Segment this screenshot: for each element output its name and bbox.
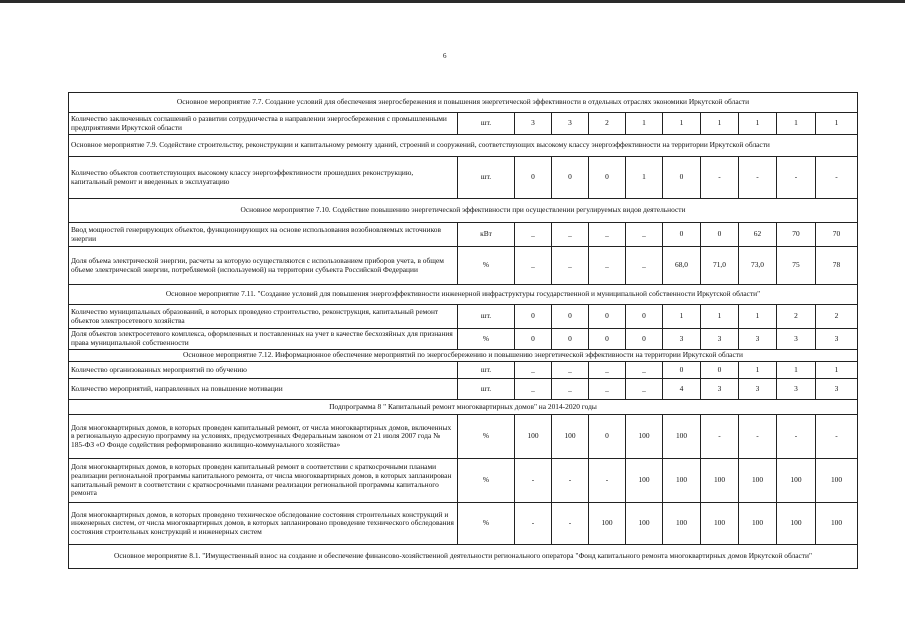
value-cell: 1: [701, 113, 739, 135]
value-cell: 3: [777, 379, 816, 400]
indicator-row: [69, 157, 858, 199]
indicator-row: [69, 223, 858, 247]
value-cell: 100: [701, 459, 739, 503]
unit-cell: шт.: [458, 362, 515, 379]
value-cell: 1: [816, 362, 858, 379]
section-header-row: [69, 545, 858, 569]
value-cell: 3: [552, 113, 589, 135]
value-cell: _: [552, 362, 589, 379]
value-cell: 100: [777, 503, 816, 545]
value-cell: -: [777, 157, 816, 199]
value-cell: _: [515, 247, 552, 285]
value-cell: 3: [701, 379, 739, 400]
indicator-description: Доля многоквартирных домов, в которых проведено техническое обследование состояния строительных конструкций и инженерных систем, от числа многоквартирных домов, в которых запланировано проведение технического обследования состояния строительных конструкций и инженерных систем: [69, 503, 458, 545]
scan-top-edge: [0, 0, 905, 3]
value-cell: 1: [626, 157, 663, 199]
value-cell: 2: [816, 305, 858, 329]
indicator-row: [69, 113, 858, 135]
value-cell: _: [589, 362, 626, 379]
value-cell: 0: [589, 415, 626, 459]
indicator-description: Ввод мощностей генерирующих объектов, функционирующих на основе использования возобновляемых источников энергии: [69, 223, 458, 247]
value-cell: _: [589, 223, 626, 247]
value-cell: 3: [701, 329, 739, 350]
value-cell: 3: [515, 113, 552, 135]
unit-cell: %: [458, 503, 515, 545]
value-cell: 100: [589, 503, 626, 545]
value-cell: 0: [663, 157, 701, 199]
value-cell: 100: [739, 459, 777, 503]
value-cell: 0: [589, 305, 626, 329]
unit-cell: шт.: [458, 113, 515, 135]
value-cell: 0: [663, 362, 701, 379]
value-cell: 1: [701, 305, 739, 329]
section-title: Подпрограмма 8 " Капитальный ремонт многоквартирных домов" на 2014-2020 годы: [69, 400, 858, 415]
indicator-description: Количество организованных мероприятий по обучению: [69, 362, 458, 379]
value-cell: -: [701, 415, 739, 459]
value-cell: _: [515, 379, 552, 400]
unit-cell: кВт: [458, 223, 515, 247]
indicator-description: Доля объектов электросетевого комплекса, оформленных и поставленных на учет в качестве бесхозяйных для признания права муниципальной собственности: [69, 329, 458, 350]
indicator-row: [69, 329, 858, 350]
indicator-row: [69, 415, 858, 459]
value-cell: -: [816, 415, 858, 459]
value-cell: _: [552, 223, 589, 247]
page-number: 6: [443, 52, 447, 60]
value-cell: 100: [626, 415, 663, 459]
value-cell: 1: [663, 305, 701, 329]
value-cell: 100: [515, 415, 552, 459]
value-cell: 1: [739, 362, 777, 379]
value-cell: 2: [589, 113, 626, 135]
section-header-row: [69, 285, 858, 305]
value-cell: 100: [626, 503, 663, 545]
section-title: Основное мероприятие 7.10. Содействие повышению энергетической эффективности при осуществлении регулируемых видов деятельности: [69, 199, 858, 223]
indicator-description: Количество объектов соответствующих высокому классу энергоэффективности прошедших реконструкцию, капитальный ремонт и введенных в эксплуатацию: [69, 157, 458, 199]
section-title: Основное мероприятие 7.7. Создание условий для обеспечения энергосбережения и повышения энергетической эффективности в отдельных отраслях экономики Иркутской области: [69, 93, 858, 113]
value-cell: 0: [589, 329, 626, 350]
section-title: Основное мероприятие 7.11. "Создание условий для повышения энергоэффективности инженерной инфраструктуры государственной и муниципальной собственности Иркутской области": [69, 285, 858, 305]
value-cell: 100: [739, 503, 777, 545]
value-cell: 100: [701, 503, 739, 545]
value-cell: 3: [739, 379, 777, 400]
value-cell: 62: [739, 223, 777, 247]
value-cell: 100: [816, 503, 858, 545]
value-cell: 70: [777, 223, 816, 247]
indicator-description: Доля объема электрической энергии, расчеты за которую осуществляются с использованием приборов учета, в общем объеме электрической энергии, потребляемой (используемой) на территории субъекта Российской Федерации: [69, 247, 458, 285]
value-cell: -: [589, 459, 626, 503]
value-cell: 3: [663, 329, 701, 350]
value-cell: 3: [739, 329, 777, 350]
value-cell: 0: [626, 305, 663, 329]
indicator-row: [69, 305, 858, 329]
value-cell: 0: [589, 157, 626, 199]
section-header-row: [69, 135, 858, 157]
value-cell: 0: [515, 305, 552, 329]
value-cell: 1: [663, 113, 701, 135]
value-cell: 0: [552, 305, 589, 329]
value-cell: _: [515, 223, 552, 247]
value-cell: 71,0: [701, 247, 739, 285]
value-cell: _: [515, 362, 552, 379]
indicator-row: [69, 247, 858, 285]
value-cell: 3: [816, 379, 858, 400]
value-cell: 100: [663, 415, 701, 459]
value-cell: 100: [663, 459, 701, 503]
value-cell: 100: [777, 459, 816, 503]
section-header-row: [69, 93, 858, 113]
value-cell: 0: [663, 223, 701, 247]
section-header-row: [69, 199, 858, 223]
indicator-row: [69, 459, 858, 503]
value-cell: 78: [816, 247, 858, 285]
value-cell: 1: [626, 113, 663, 135]
value-cell: 0: [552, 157, 589, 199]
value-cell: 0: [552, 329, 589, 350]
unit-cell: шт.: [458, 157, 515, 199]
value-cell: 0: [515, 329, 552, 350]
unit-cell: %: [458, 415, 515, 459]
indicators-table: [68, 92, 858, 569]
value-cell: _: [626, 362, 663, 379]
value-cell: 0: [701, 362, 739, 379]
value-cell: -: [515, 459, 552, 503]
indicator-description: Доля многоквартирных домов, в которых проведен капитальный ремонт, от числа многоквартирных домов, включенных в региональную адресную программу на условиях, предусмотренных Федеральным законом от 21 июля 2007 года № 185-ФЗ «О Фонде содействия реформированию жилищно-коммунального хозяйства»: [69, 415, 458, 459]
value-cell: -: [552, 503, 589, 545]
unit-cell: шт.: [458, 379, 515, 400]
section-title: Основное мероприятие 8.1. "Имущественный взнос на создание и обеспечение финансово-хозяйственной деятельности регионального оператора "Фонд капитального ремонта многоквартирных домов Иркутской области": [69, 545, 858, 569]
value-cell: 70: [816, 223, 858, 247]
value-cell: _: [589, 379, 626, 400]
unit-cell: шт.: [458, 305, 515, 329]
unit-cell: %: [458, 459, 515, 503]
value-cell: 2: [777, 305, 816, 329]
value-cell: 100: [626, 459, 663, 503]
value-cell: -: [515, 503, 552, 545]
value-cell: 3: [816, 329, 858, 350]
value-cell: 68,0: [663, 247, 701, 285]
value-cell: _: [626, 223, 663, 247]
indicator-description: Количество муниципальных образований, в которых проведено строительство, реконструкция, капитальный ремонт объектов электросетевого хозяйства: [69, 305, 458, 329]
indicator-description: Количество мероприятий, направленных на повышение мотивации: [69, 379, 458, 400]
section-title: Основное мероприятие 7.12. Информационное обеспечение мероприятий по энергосбережению и повышению энергетической эффективности на территории Иркутской области: [69, 350, 858, 362]
value-cell: -: [701, 157, 739, 199]
value-cell: _: [626, 247, 663, 285]
value-cell: 1: [739, 305, 777, 329]
value-cell: 1: [777, 113, 816, 135]
value-cell: 73,0: [739, 247, 777, 285]
value-cell: 0: [701, 223, 739, 247]
value-cell: 100: [552, 415, 589, 459]
section-header-row: [69, 400, 858, 415]
unit-cell: %: [458, 247, 515, 285]
value-cell: -: [739, 415, 777, 459]
value-cell: -: [552, 459, 589, 503]
value-cell: 100: [816, 459, 858, 503]
value-cell: 3: [777, 329, 816, 350]
value-cell: _: [626, 379, 663, 400]
value-cell: -: [777, 415, 816, 459]
unit-cell: %: [458, 329, 515, 350]
value-cell: 100: [663, 503, 701, 545]
value-cell: _: [552, 379, 589, 400]
value-cell: -: [816, 157, 858, 199]
value-cell: 4: [663, 379, 701, 400]
value-cell: _: [589, 247, 626, 285]
value-cell: 1: [777, 362, 816, 379]
value-cell: -: [739, 157, 777, 199]
indicator-description: Доля многоквартирных домов, в которых проведен капитальный ремонт в соответствии с краткосрочными планами реализации региональной программы капитального ремонта, от числа многоквартирных домов, в которых запланирован капитальный ремонт в соответствии с краткосрочными планами реализации региональной программы капитального ремонта: [69, 459, 458, 503]
value-cell: 1: [739, 113, 777, 135]
section-title: Основное мероприятие 7.9. Содействие строительству, реконструкции и капитальному ремонту зданий, строений и сооружений, соответствующих высокому классу энергоэффективности на территории Иркутской области: [69, 135, 858, 157]
value-cell: 1: [816, 113, 858, 135]
section-header-row: [69, 350, 858, 362]
value-cell: 0: [515, 157, 552, 199]
value-cell: 0: [626, 329, 663, 350]
indicator-row: [69, 379, 858, 400]
indicator-row: [69, 503, 858, 545]
indicator-description: Количество заключенных соглашений о развитии сотрудничества в направлении энергосбережения с промышленными предприятиями Иркутской области: [69, 113, 458, 135]
indicator-row: [69, 362, 858, 379]
value-cell: _: [552, 247, 589, 285]
value-cell: 75: [777, 247, 816, 285]
